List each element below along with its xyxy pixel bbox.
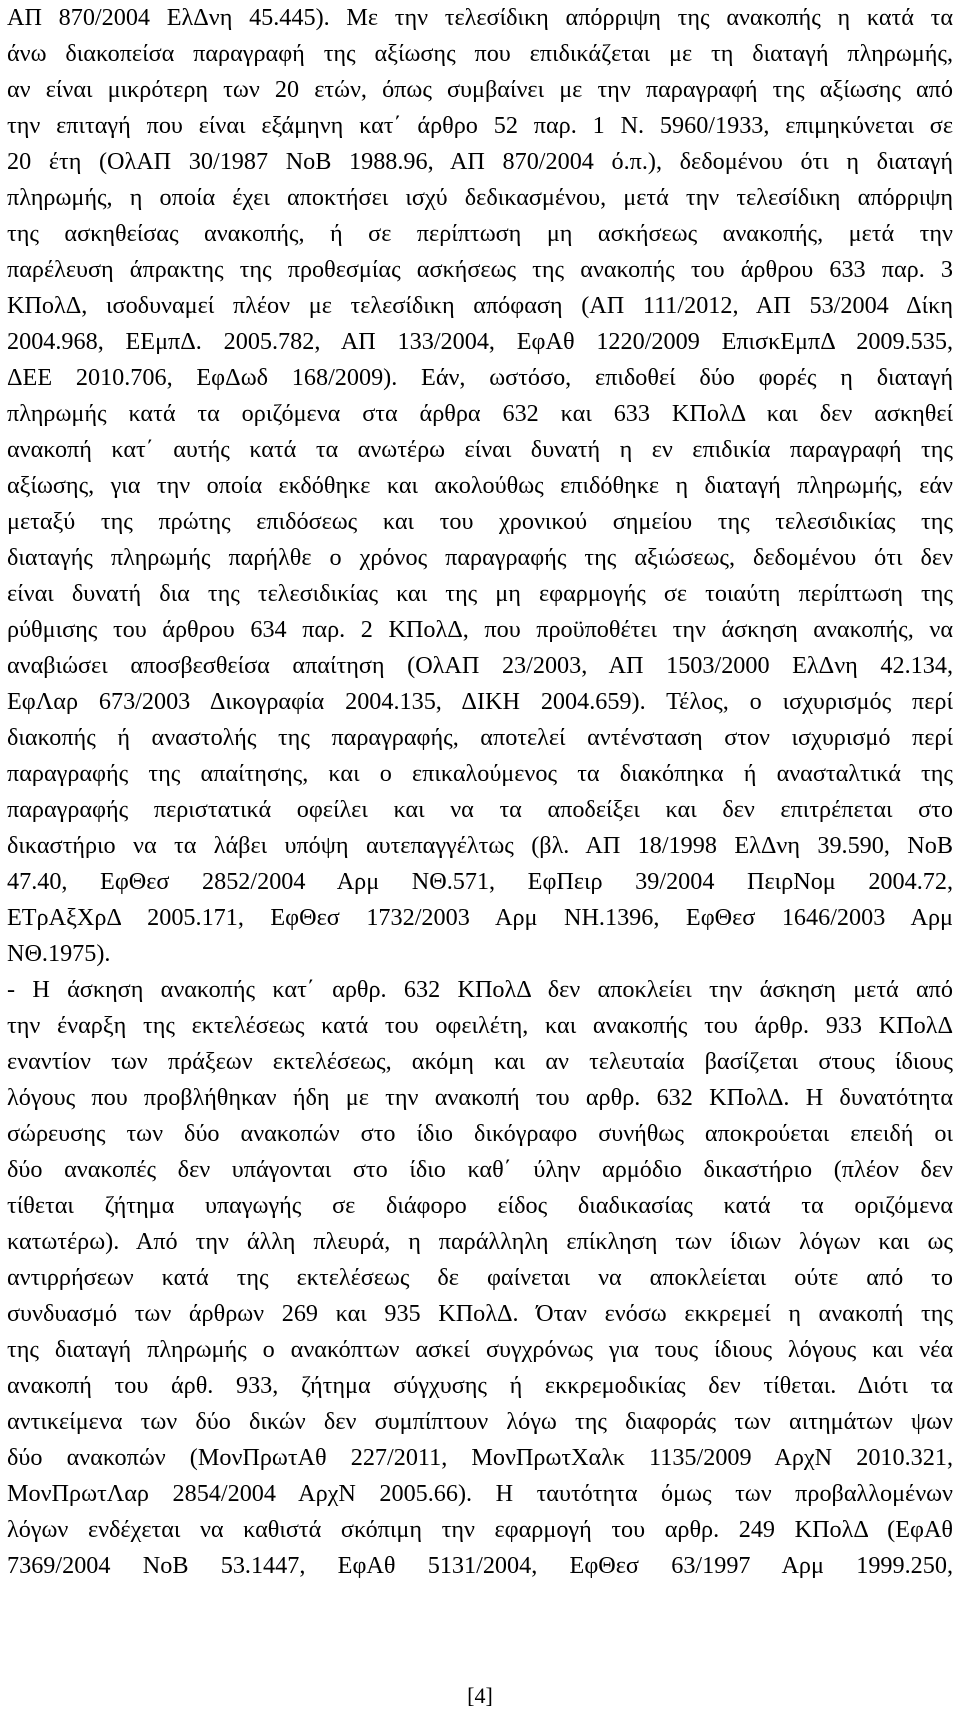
text-line: 7369/2004 ΝοΒ 53.1447, ΕφΑθ 5131/2004, ΕφΘεσ 63/1997 Αρμ 1999.250,: [7, 1552, 953, 1579]
text-line: διακοπής ή αναστολής της παραγραφής, αποτελεί αντένσταση στον ισχυρισμό περί: [7, 724, 953, 751]
text-line: - Η άσκηση ανακοπής κατ΄ αρθρ. 632 ΚΠολΔ δεν αποκλείει την άσκηση μετά από: [7, 976, 953, 1003]
text-line: πληρωμής κατά τα οριζόμενα στα άρθρα 632 και 633 ΚΠολΔ και δεν ασκηθεί: [7, 400, 953, 427]
text-line: ΝΘ.1975).: [7, 940, 111, 967]
document-page: [7, 0, 953, 1717]
text-line: 20 έτη (ΟλΑΠ 30/1987 ΝοΒ 1988.96, ΑΠ 870/2004 ό.π.), δεδομένου ότι η διαταγή: [7, 148, 953, 175]
text-line: δύο ανακοπές δεν υπάγονται στο ίδιο καθ΄ ύλην αρμόδιο δικαστήριο (πλέον δεν: [7, 1156, 953, 1183]
text-line: αναβιώσει αποσβεσθείσα απαίτηση (ΟλΑΠ 23/2003, ΑΠ 1503/2000 ΕλΔνη 42.134,: [7, 652, 953, 679]
text-line: αντικείμενα των δύο δικών δεν συμπίπτουν λόγω της διαφοράς των αιτημάτων ψων: [7, 1408, 953, 1435]
text-line: λόγων ενδέχεται να καθιστά σκόπιμη την εφαρμογή του αρθρ. 249 ΚΠολΔ (ΕφΑθ: [7, 1516, 953, 1543]
text-line: της ασκηθείσας ανακοπής, ή σε περίπτωση μη ασκήσεως ανακοπής, μετά την: [7, 220, 953, 247]
text-line: ανακοπή κατ΄ αυτής κατά τα ανωτέρω είναι δυνατή η εν επιδικία παραγραφή της: [7, 436, 953, 463]
text-line: πληρωμής, η οποία έχει αποκτήσει ισχύ δεδικασμένου, μετά την τελεσίδικη απόρριψη: [7, 184, 953, 211]
page-number: [4]: [467, 1683, 493, 1708]
text-line: ΜονΠρωτΛαρ 2854/2004 ΑρχΝ 2005.66). Η ταυτότητα όμως των προβαλλομένων: [7, 1480, 953, 1507]
text-line: σώρευσης των δύο ανακοπών στο ίδιο δικόγραφο συνήθως αποκρούεται επειδή οι: [7, 1120, 953, 1147]
text-line: ΑΠ 870/2004 ΕλΔνη 45.445). Με την τελεσίδικη απόρριψη της ανακοπής η κατά τα: [7, 4, 953, 31]
text-line: ΕΤρΑξΧρΔ 2005.171, ΕφΘεσ 1732/2003 Αρμ ΝΗ.1396, ΕφΘεσ 1646/2003 Αρμ: [7, 904, 953, 931]
text-line: την έναρξη της εκτελέσεως κατά του οφειλέτη, και ανακοπής του άρθρ. 933 ΚΠολΔ: [7, 1012, 953, 1039]
text-line: 2004.968, ΕΕμπΔ. 2005.782, ΑΠ 133/2004, ΕφΑθ 1220/2009 ΕπισκΕμπΔ 2009.535,: [7, 328, 953, 355]
text-line: ρύθμισης του άρθρου 634 παρ. 2 ΚΠολΔ, που προϋποθέτει την άσκηση ανακοπής, να: [7, 616, 953, 643]
text-line: διαταγής πληρωμής παρήλθε ο χρόνος παραγραφής της αξιώσεως, δεδομένου ότι δεν: [7, 544, 953, 571]
text-line: κατωτέρω). Από την άλλη πλευρά, η παράλληλη επίκληση των ίδιων λόγων και ως: [7, 1228, 953, 1255]
text-line: τίθεται ζήτημα υπαγωγής σε διάφορο είδος διαδικασίας κατά τα οριζόμενα: [7, 1192, 953, 1219]
text-line: 47.40, ΕφΘεσ 2852/2004 Αρμ ΝΘ.571, ΕφΠειρ 39/2004 ΠειρΝομ 2004.72,: [7, 868, 953, 895]
text-line: αντιρρήσεων κατά της εκτελέσεως δε φαίνεται να αποκλείεται ούτε από το: [7, 1264, 953, 1291]
text-line: την επιταγή που είναι εξάμηνη κατ΄ άρθρο 52 παρ. 1 Ν. 5960/1933, επιμηκύνεται σε: [7, 112, 953, 139]
text-line: δύο ανακοπών (ΜονΠρωτΑθ 227/2011, ΜονΠρωτΧαλκ 1135/2009 ΑρχΝ 2010.321,: [7, 1444, 953, 1471]
text-line: αξίωσης, για την οποία εκδόθηκε και ακολούθως επιδόθηκε η διαταγή πληρωμής, εάν: [7, 472, 953, 499]
text-line: λόγους που προβλήθηκαν ήδη με την ανακοπή του αρθρ. 632 ΚΠολΔ. Η δυνατότητα: [7, 1084, 953, 1111]
text-line: δικαστήριο να τα λάβει υπόψη αυτεπαγγέλτως (βλ. ΑΠ 18/1998 ΕλΔνη 39.590, ΝοΒ: [7, 832, 953, 859]
text-line: ανακοπή του άρθ. 933, ζήτημα σύγχυσης ή εκκρεμοδικίας δεν τίθεται. Διότι τα: [7, 1372, 953, 1399]
text-line: συνδυασμό των άρθρων 269 και 935 ΚΠολΔ. Όταν ενόσω εκκρεμεί η ανακοπή της: [7, 1300, 953, 1327]
text-line: παραγραφής της απαίτησης, και ο επικαλούμενος τα διακόπηκα ή ανασταλτικά της: [7, 760, 953, 787]
text-line: εναντίον των πράξεων εκτελέσεως, ακόμη και αν τελευταία βασίζεται στους ίδιους: [7, 1048, 953, 1075]
text-line: αν είναι μικρότερη των 20 ετών, όπως συμβαίνει με την παραγραφή της αξίωσης από: [7, 76, 953, 103]
text-line: ΔΕΕ 2010.706, ΕφΔωδ 168/2009). Εάν, ωστόσο, επιδοθεί δύο φορές η διαταγή: [7, 364, 953, 391]
text-line: ΚΠολΔ, ισοδυναμεί πλέον με τελεσίδικη απόφαση (ΑΠ 111/2012, ΑΠ 53/2004 Δίκη: [7, 292, 953, 319]
text-line: είναι δυνατή δια της τελεσιδικίας και της μη εφαρμογής σε τοιαύτη περίπτωση της: [7, 580, 953, 607]
text-line: παραγραφής περιστατικά οφείλει και να τα αποδείξει και δεν επιτρέπεται στο: [7, 796, 953, 823]
text-line: ΕφΛαρ 673/2003 Δικογραφία 2004.135, ΔΙΚΗ 2004.659). Τέλος, ο ισχυρισμός περί: [7, 688, 953, 715]
text-line: παρέλευση άπρακτης της προθεσμίας ασκήσεως της ανακοπής του άρθρου 633 παρ. 3: [7, 256, 953, 283]
text-line: άνω διακοπείσα παραγραφή της αξίωσης που επιδικάζεται με τη διαταγή πληρωμής,: [7, 40, 953, 67]
text-line: της διαταγή πληρωμής ο ανακόπτων ασκεί συγχρόνως για τους ίδιους λόγους και νέα: [7, 1336, 953, 1363]
text-line: μεταξύ της πρώτης επιδόσεως και του χρονικού σημείου της τελεσιδικίας της: [7, 508, 953, 535]
